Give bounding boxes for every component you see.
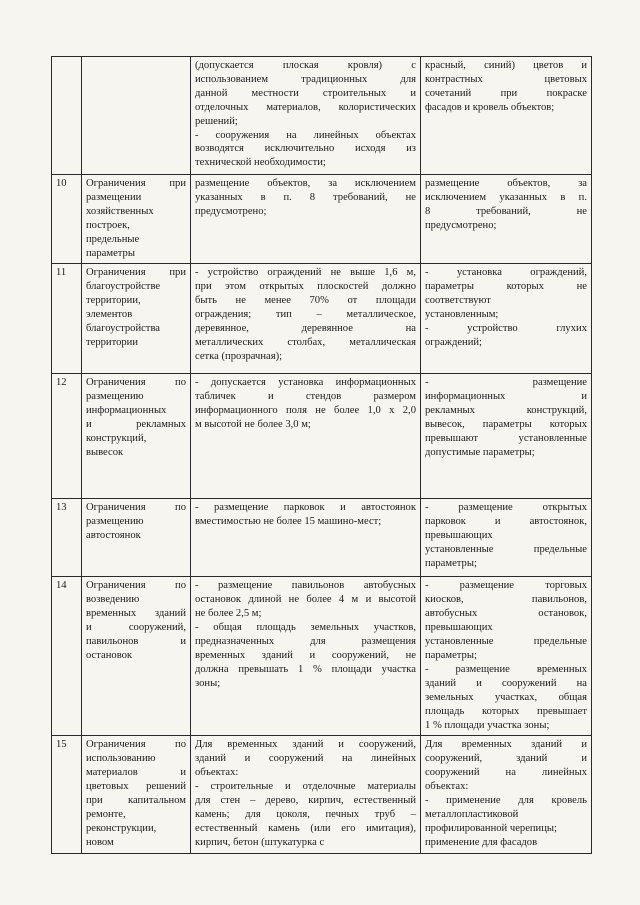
allowed-line: металлических столбах, металлическая (195, 336, 416, 348)
table-row (52, 374, 592, 499)
name-line: размещению (86, 391, 144, 403)
prohibited-line: 8 требований, не (425, 205, 587, 217)
allowed-line: камень; для цоколя, печных труб – (195, 808, 416, 820)
prohibited-requirements (421, 736, 592, 853)
allowed-line: использованием традиционных для (195, 73, 416, 85)
row-number: 15 (52, 736, 82, 853)
name-line: параметры (86, 247, 135, 259)
prohibited-line: - устройство глухих (425, 323, 587, 335)
allowed-line: указанных в п. 8 требований, не (195, 191, 416, 203)
allowed-line: для стен – дерево, кирпич, естественный (195, 795, 416, 807)
allowed-line: - строительные и отделочные материалы (195, 781, 416, 793)
allowed-line: - общая площадь земельных участков, (195, 622, 416, 634)
allowed-line: деревянное, деревянное на (195, 323, 416, 335)
prohibited-requirements (421, 175, 592, 264)
prohibited-line: - установка ограждений, (425, 267, 587, 279)
name-line: Ограничения по (86, 502, 186, 514)
prohibited-line: фасадов и кровель объектов; (425, 101, 555, 113)
name-line: вывесок (86, 446, 124, 458)
name-line: реконструкции, (86, 822, 157, 834)
restriction-name (82, 374, 191, 499)
prohibited-line: зданий и сооружений на (425, 677, 587, 689)
prohibited-line: параметры; (425, 558, 477, 570)
restriction-name (82, 57, 191, 175)
allowed-line: табличек и стендов размером (195, 391, 416, 403)
allowed-line: не более 2,5 м; (195, 608, 262, 620)
allowed-line: отделочных материалов, колористических (195, 101, 416, 113)
prohibited-line: сооружений на линейных (425, 767, 587, 779)
name-line: размещению (86, 516, 144, 528)
name-line: материалов и (86, 767, 186, 779)
prohibited-line: вывесок, параметры которых (425, 419, 587, 431)
regulations-table (51, 56, 592, 854)
name-line: хозяйственных (86, 205, 154, 217)
prohibited-line: рекламных конструкций, (425, 405, 587, 417)
prohibited-line: исключением указанных в п. (425, 191, 587, 203)
allowed-line: - сооружения на линейных объектах (195, 129, 416, 141)
prohibited-line: применение для фасадов (425, 836, 538, 848)
prohibited-line: Для временных зданий и (425, 739, 587, 751)
name-line: территории, (86, 295, 141, 307)
regulations-table-body (52, 57, 592, 854)
allowed-line: решений; (195, 115, 238, 127)
name-line: благоустройства (86, 323, 161, 335)
name-line: цветовых решений (86, 781, 186, 793)
name-line: при капитальном (86, 795, 186, 807)
allowed-requirements (191, 175, 421, 264)
name-line: Ограничения по (86, 377, 186, 389)
prohibited-line: объектах: (425, 781, 469, 793)
prohibited-line: - размещение (425, 377, 587, 389)
prohibited-line: - размещение открытых (425, 502, 587, 514)
name-line: Ограничения по (86, 739, 186, 751)
restriction-name (82, 736, 191, 853)
prohibited-line: красный, синий) цветов и (425, 60, 587, 71)
allowed-line: сетка (прозрачная); (195, 350, 283, 362)
allowed-line: должна превышать 1 % площади участка (195, 663, 416, 675)
prohibited-line: превышающих (425, 622, 493, 634)
prohibited-line: установленные предельные (425, 636, 587, 648)
prohibited-line: установленные предельные (425, 544, 587, 556)
allowed-line: зоны; (195, 677, 221, 689)
allowed-line: - размещение парковок и автостоянок (195, 502, 416, 514)
allowed-requirements (191, 374, 421, 499)
prohibited-line: земельных участках, общая (425, 691, 587, 703)
name-line: возведению (86, 594, 140, 606)
row-number (52, 57, 82, 175)
name-line: остановок (86, 649, 133, 661)
allowed-line: объектах: (195, 767, 239, 779)
table-row (52, 57, 592, 175)
table-row (52, 175, 592, 264)
prohibited-requirements (421, 374, 592, 499)
allowed-line: быть не менее 70% от площади (195, 295, 416, 307)
allowed-line: вместимостью не более 15 машино-мест; (195, 516, 382, 528)
name-line: павильонов и (86, 636, 186, 648)
name-line: конструкций, (86, 433, 147, 445)
restriction-name (82, 264, 191, 374)
prohibited-line: профилированной черепицы; (425, 822, 557, 834)
allowed-line: Для временных зданий и сооружений, (195, 739, 416, 751)
allowed-line: информационного поля не более 1,0 х 2,0 (195, 405, 416, 417)
prohibited-line: парковок и автостоянок, (425, 516, 587, 528)
allowed-line: - устройство ограждений не выше 1,6 м, (195, 267, 416, 279)
prohibited-line: сооружений, зданий и (425, 753, 587, 765)
table-row (52, 264, 592, 374)
name-line: временных зданий (86, 608, 186, 620)
allowed-line: м высотой не более 3,0 м; (195, 419, 311, 431)
prohibited-line: контрастных цветовых (425, 73, 587, 85)
prohibited-requirements (421, 499, 592, 577)
prohibited-line: предусмотрено; (425, 219, 497, 231)
name-line: и сооружений, (86, 622, 186, 634)
prohibited-requirements (421, 577, 592, 736)
name-line: новом (86, 836, 114, 848)
prohibited-line: - применение для кровель (425, 795, 587, 807)
name-line: автостоянок (86, 530, 141, 542)
allowed-requirements (191, 577, 421, 736)
name-line: построек, (86, 219, 130, 231)
allowed-line: данной местности строительных и (195, 87, 416, 99)
prohibited-line: - размещение торговых (425, 580, 587, 592)
prohibited-line: сочетаний при покраске (425, 87, 587, 99)
name-line: территории (86, 336, 139, 348)
row-number: 12 (52, 374, 82, 499)
prohibited-line: превышающих (425, 530, 493, 542)
prohibited-line: параметры; (425, 649, 477, 661)
name-line: размещении (86, 191, 142, 203)
prohibited-line: установленным; (425, 309, 499, 321)
prohibited-requirements (421, 57, 592, 175)
allowed-requirements (191, 264, 421, 374)
name-line: элементов (86, 309, 133, 321)
table-row (52, 736, 592, 853)
allowed-line: ограждения; тип – металлическое, (195, 309, 416, 321)
prohibited-line: - размещение временных (425, 663, 587, 675)
prohibited-line: киосков, павильонов, (425, 594, 587, 606)
allowed-requirements (191, 57, 421, 175)
allowed-line: технической необходимости; (195, 157, 326, 169)
name-line: благоустройстве (86, 281, 161, 293)
table-row (52, 577, 592, 736)
allowed-line: зданий и сооружений на линейных (195, 753, 416, 765)
prohibited-line: соответствуют (425, 295, 491, 307)
allowed-line: естественный камень (или его имитация), (195, 822, 416, 834)
allowed-line: возводятся исключительно исходя из (195, 143, 416, 155)
name-line: Ограничения по (86, 580, 186, 592)
row-number: 11 (52, 264, 82, 374)
table-row (52, 499, 592, 577)
restriction-name (82, 499, 191, 577)
allowed-line: остановок длиной не более 4 м и высотой (195, 594, 416, 606)
allowed-line: при этом открытых плоскостей должно (195, 281, 416, 293)
prohibited-line: допустимые параметры; (425, 446, 535, 458)
name-line: Ограничения при (86, 267, 186, 279)
allowed-line: кирпич, бетон (штукатурка с (195, 836, 325, 848)
prohibited-line: металлопластиковой (425, 808, 519, 820)
name-line: использованию (86, 753, 156, 765)
name-line: ремонте, (86, 808, 126, 820)
row-number: 13 (52, 499, 82, 577)
allowed-line: предусмотрено; (195, 205, 267, 217)
prohibited-line: превышают установленные (425, 433, 587, 445)
prohibited-line: параметры которых не (425, 281, 587, 293)
prohibited-requirements (421, 264, 592, 374)
restriction-name (82, 577, 191, 736)
allowed-requirements (191, 736, 421, 853)
allowed-line: размещение объектов, за исключением (195, 178, 416, 189)
prohibited-line: ограждений; (425, 336, 483, 348)
row-number: 14 (52, 577, 82, 736)
allowed-requirements (191, 499, 421, 577)
allowed-line: предназначенных для размещения (195, 636, 416, 648)
allowed-line: - размещение павильонов автобусных (195, 580, 416, 592)
name-line: информационных (86, 405, 167, 417)
prohibited-line: 1 % площади участка зоны; (425, 719, 550, 731)
allowed-line: - допускается установка информационных (195, 377, 416, 389)
restriction-name (82, 175, 191, 264)
name-line: предельные (86, 233, 140, 245)
prohibited-line: автобусных остановок, (425, 608, 587, 620)
prohibited-line: информационных и (425, 391, 587, 403)
prohibited-line: площадь которых превышает (425, 705, 587, 717)
row-number: 10 (52, 175, 82, 264)
allowed-line: (допускается плоская кровля) с (195, 60, 416, 71)
name-line: Ограничения при (86, 178, 186, 189)
prohibited-line: размещение объектов, за (425, 178, 587, 189)
allowed-line: временных зданий и сооружений, не (195, 649, 416, 661)
name-line: и рекламных (86, 419, 186, 431)
